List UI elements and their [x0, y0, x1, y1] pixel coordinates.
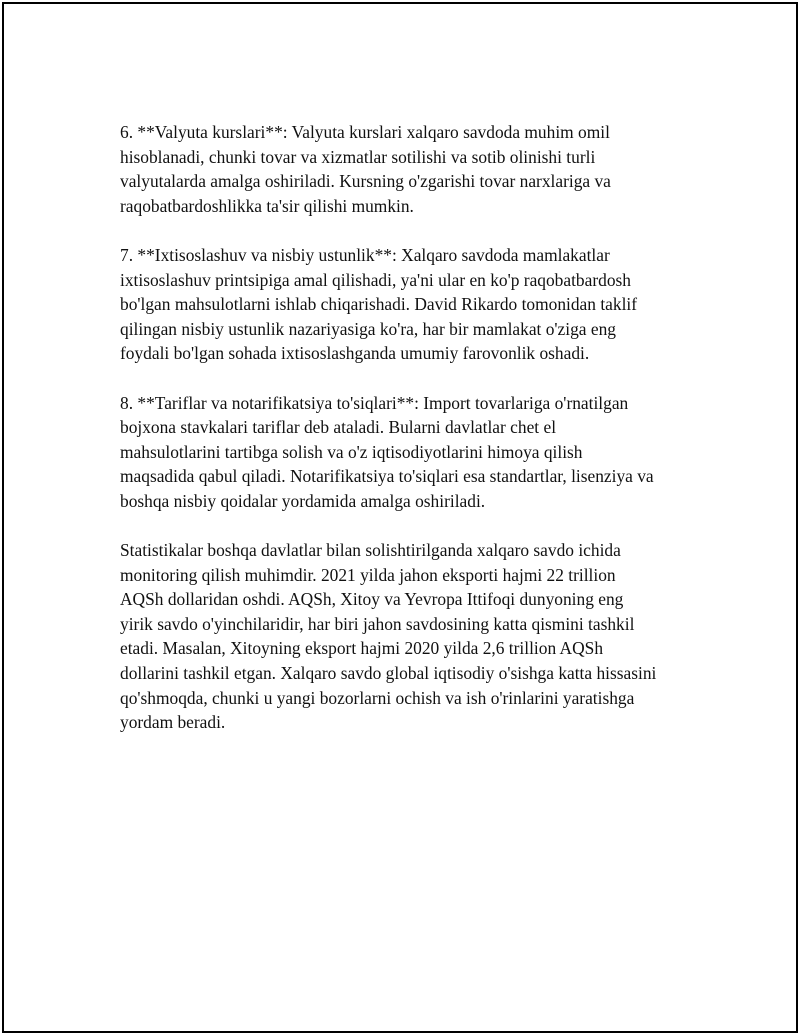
- paragraph-valyuta-kurslari: [120, 120, 692, 218]
- text-line: raqobatbardoshlikka ta'sir qilishi mumkin.: [120, 195, 414, 216]
- paragraph-ixtisoslashuv: [120, 243, 692, 366]
- text-line: valyutalarda amalga oshiriladi. Kursning o'zgarishi tovar narxlariga va: [120, 171, 611, 192]
- text-line: AQSh dollaridan oshdi. AQSh, Xitoy va Yevropa Ittifoqi dunyoning eng: [120, 589, 624, 610]
- text-line: foydali bo'lgan sohada ixtisoslashganda umumiy farovonlik oshadi.: [120, 343, 590, 364]
- paragraph-tariflar: [120, 391, 692, 514]
- text-line: qo'shmoqda, chunki u yangi bozorlarni ochish va ish o'rinlarini yaratishga: [120, 687, 635, 708]
- text-line: bo'lgan mahsulotlarni ishlab chiqarishadi. David Rikardo tomonidan taklif: [120, 294, 638, 315]
- text-line: 8. **Tariflar va notarifikatsiya to'siqlari**: Import tovarlariga o'rnatilgan: [120, 392, 629, 413]
- text-line: yordam beradi.: [120, 712, 226, 733]
- text-line: qilingan nisbiy ustunlik nazariyasiga ko'ra, har bir mamlakat o'ziga eng: [120, 318, 616, 339]
- text-line: bojxona stavkalari tariflar deb ataladi. Bularni davlatlar chet el: [120, 417, 557, 438]
- document-page: [2, 2, 798, 1033]
- text-line: maqsadida qabul qiladi. Notarifikatsiya to'siqlari esa standartlar, lisenziya va: [120, 466, 654, 487]
- text-line: etadi. Masalan, Xitoyning eksport hajmi 2020 yilda 2,6 trillion AQSh: [120, 638, 604, 659]
- text-line: boshqa nisbiy qoidalar yordamida amalga oshiriladi.: [120, 490, 486, 511]
- text-line: dollarini tashkil etgan. Xalqaro savdo global iqtisodiy o'sishga katta hissasini: [120, 663, 657, 684]
- text-line: yirik savdo o'yinchilaridir, har biri jahon savdosining katta qismini tashkil: [120, 613, 635, 634]
- text-line: Statistikalar boshqa davlatlar bilan solishtirilganda xalqaro savdo ichida: [120, 540, 621, 561]
- document-body: [120, 120, 692, 759]
- text-line: 6. **Valyuta kurslari**: Valyuta kurslari xalqaro savdoda muhim omil: [120, 122, 610, 142]
- text-line: monitoring qilish muhimdir. 2021 yilda jahon eksporti hajmi 22 trillion: [120, 564, 616, 585]
- text-line: ixtisoslashuv printsipiga amal qilishadi, ya'ni ular en ko'p raqobatbardosh: [120, 269, 631, 290]
- paragraph-statistikalar: [120, 538, 692, 735]
- text-line: mahsulotlarini tartibga solish va o'z iqtisodiyotlarini himoya qilish: [120, 441, 583, 462]
- text-line: 7. **Ixtisoslashuv va nisbiy ustunlik**: Xalqaro savdoda mamlakatlar: [120, 244, 610, 265]
- text-line: hisoblanadi, chunki tovar va xizmatlar sotilishi va sotib olinishi turli: [120, 146, 596, 167]
